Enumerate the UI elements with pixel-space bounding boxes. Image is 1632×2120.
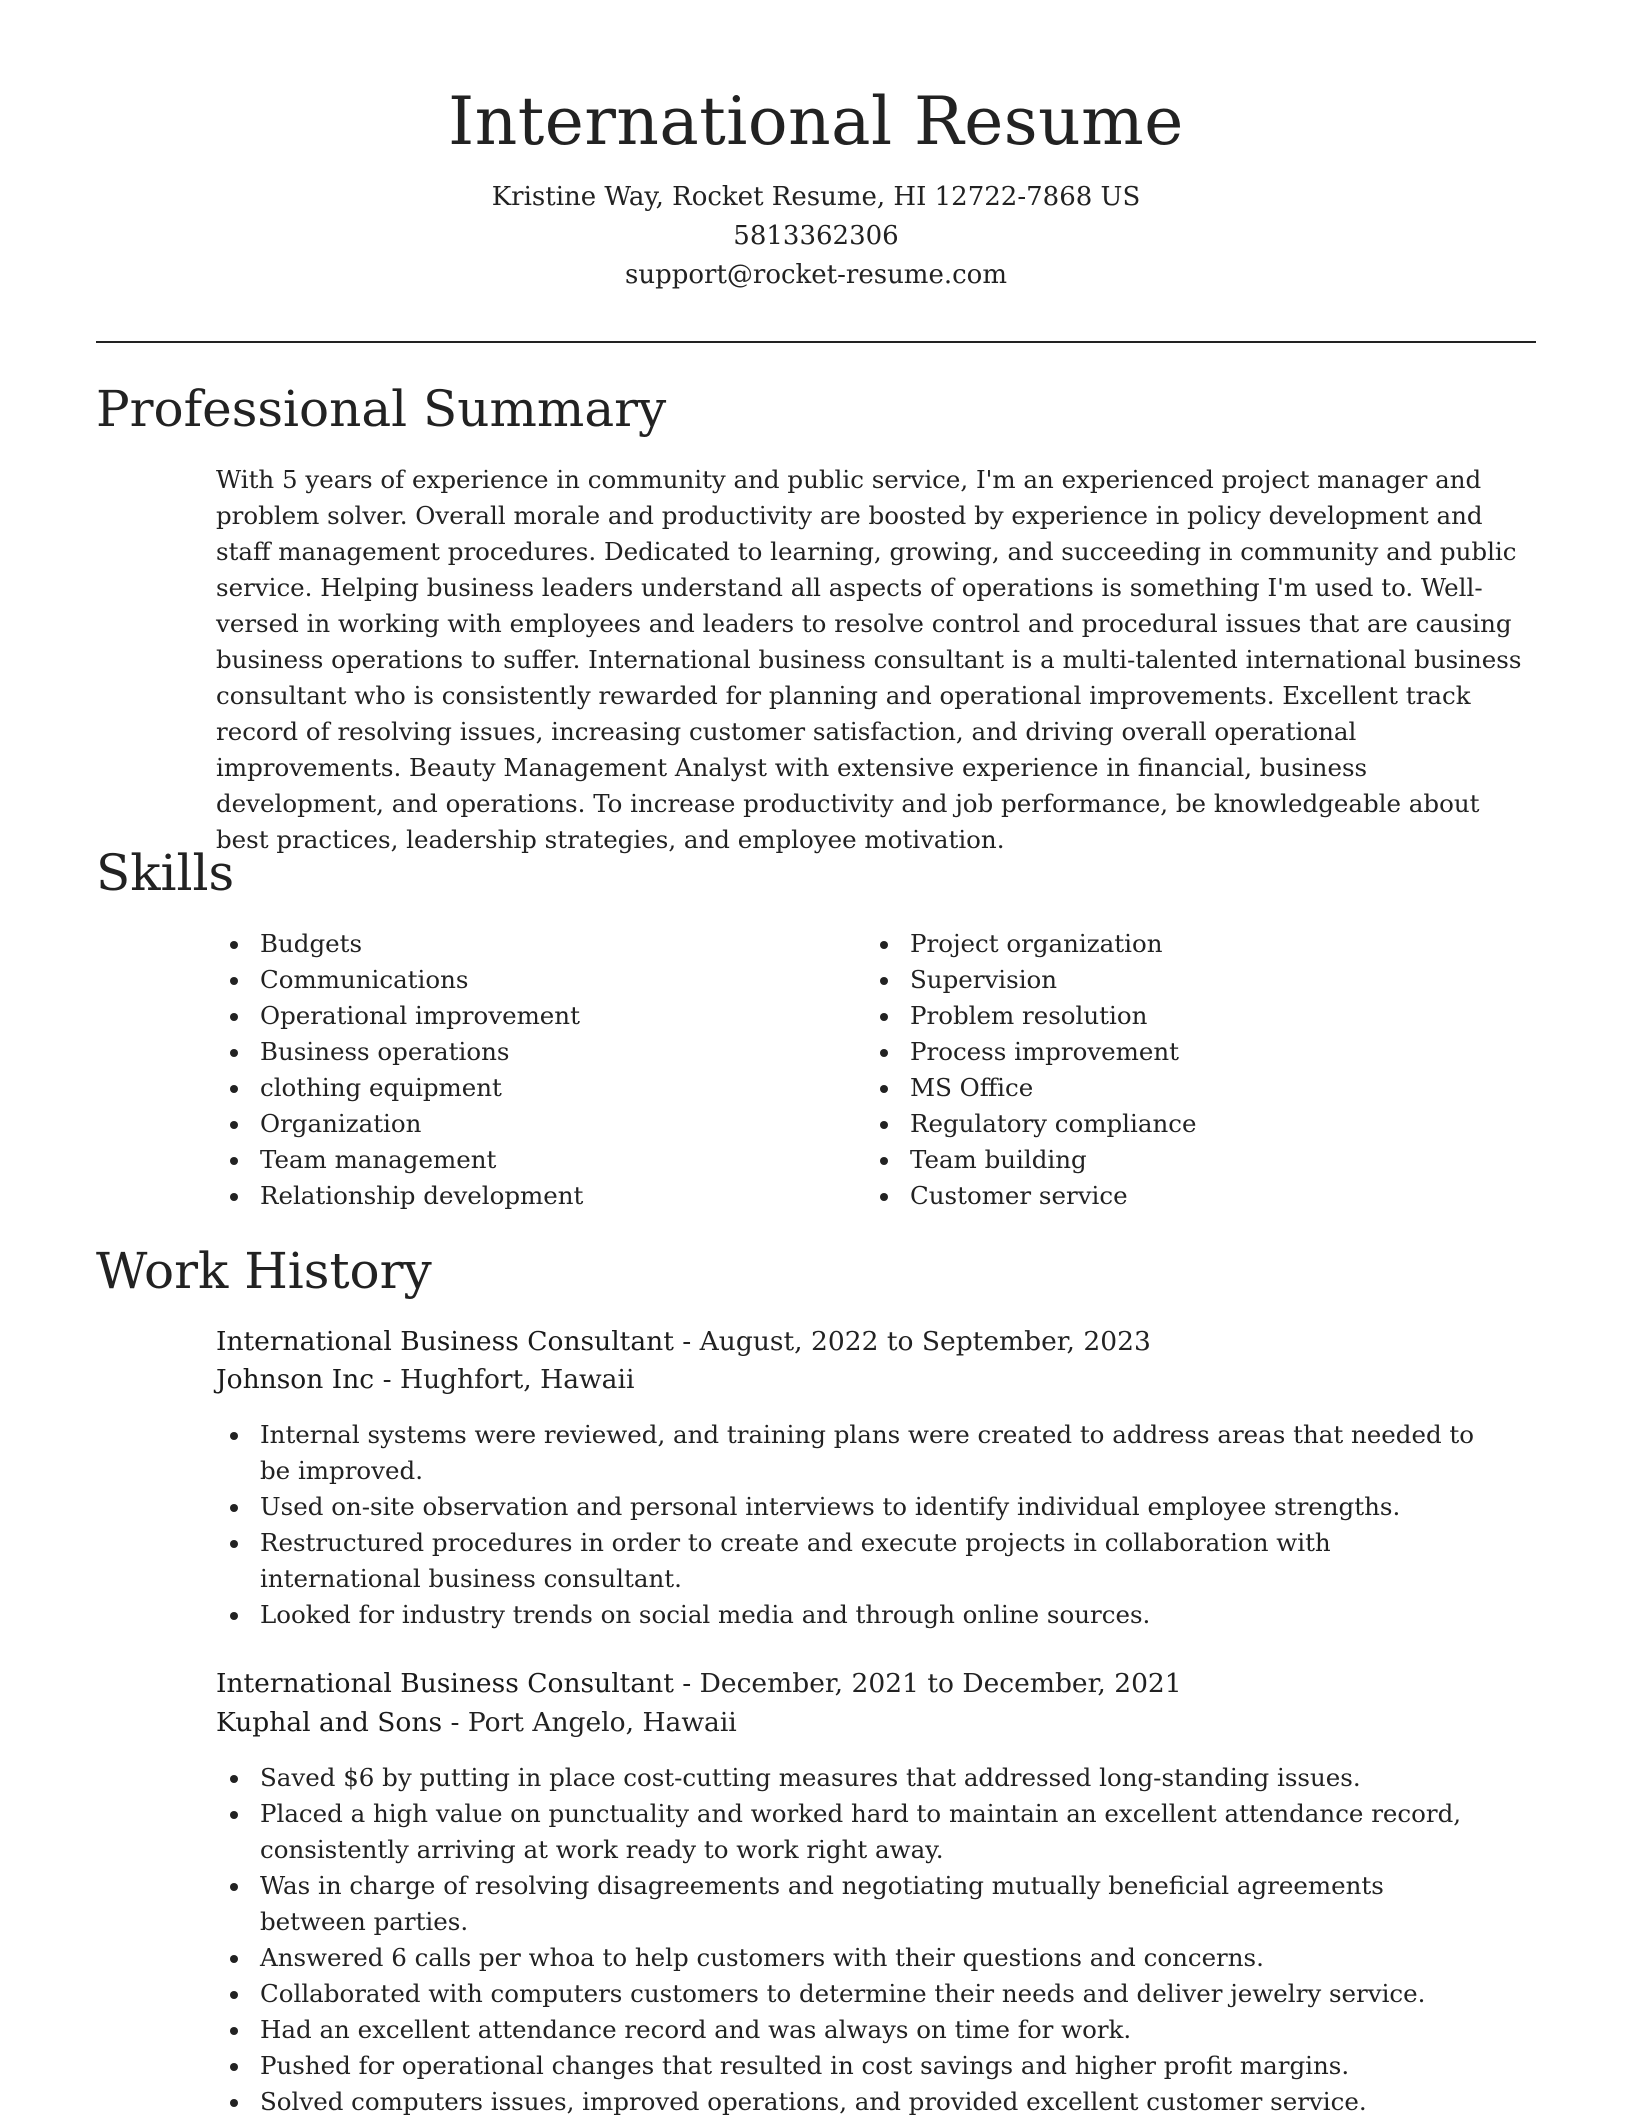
job-dates: - December, 2021 to December, 2021 (682, 1668, 1182, 1699)
skill-item: Operational improvement (216, 998, 866, 1034)
job-bullets (216, 1417, 1476, 1633)
contact-block (0, 178, 1632, 295)
summary-heading: Professional Summary (96, 380, 667, 438)
job-company-line (216, 1704, 1536, 1742)
skill-item: Team management (216, 1142, 866, 1178)
job-bullet: Looked for industry trends on social media and through online sources. (216, 1597, 1476, 1633)
skill-item: Customer service (866, 1178, 1516, 1214)
skill-item: Business operations (216, 1034, 866, 1070)
job-bullet: Collaborated with computers customers to determine their needs and deliver jewelry service. (216, 1976, 1476, 2012)
job-bullet: Pushed for operational changes that resulted in cost savings and higher profit margins. (216, 2048, 1476, 2084)
skills-heading: Skills (96, 844, 235, 902)
skill-item: Team building (866, 1142, 1516, 1178)
job-company: Johnson Inc (216, 1364, 375, 1395)
job-location: - Hughfort, Hawaii (382, 1364, 635, 1395)
job-bullets (216, 1760, 1476, 2120)
summary-text: With 5 years of experience in community and public service, I'm an experienced project manager and problem solver. Overall morale and productivity are boosted by experience in policy development and staff management procedures. Dedicated to learning, growing, and succeeding in community and public service. Helping business leaders understand all aspects of operations is something I'm used to. Well-versed in working with employees and leaders to resolve control and procedural issues that are causing business operations to suffer. International business consultant is a multi-talented international business consultant who is consistently rewarded for planning and operational improvements. Excellent track record of resolving issues, increasing customer satisfaction, and driving overall operational improvements. Beauty Management Analyst with extensive experience in financial, business development, and operations. To increase productivity and job performance, be knowledgeable about best practices, leadership strategies, and employee motivation. (216, 465, 1522, 854)
job-bullet: Restructured procedures in order to create and execute projects in collaboration with international business consultant. (216, 1525, 1476, 1597)
skills-list (216, 926, 1536, 1214)
job-company: Kuphal and Sons (216, 1707, 443, 1738)
job-bullet: Had an excellent attendance record and was always on time for work. (216, 2012, 1476, 2048)
skill-item: Process improvement (866, 1034, 1516, 1070)
job-title-line (216, 1323, 1536, 1361)
skill-item: MS Office (866, 1070, 1516, 1106)
job-location: - Port Angelo, Hawaii (450, 1707, 737, 1738)
skill-item: Communications (216, 962, 866, 998)
job-dates: - August, 2022 to September, 2023 (682, 1326, 1151, 1357)
skill-item: Project organization (866, 926, 1516, 962)
contact-email: support@rocket-resume.com (624, 259, 1007, 290)
skill-item: Budgets (216, 926, 866, 962)
resume-header (0, 0, 1632, 295)
skill-item: clothing equipment (216, 1070, 866, 1106)
job-company-line (216, 1361, 1536, 1399)
skill-item: Problem resolution (866, 998, 1516, 1034)
skill-item: Organization (216, 1106, 866, 1142)
header-divider (96, 341, 1536, 343)
work-history-heading: Work History (96, 1242, 432, 1300)
contact-phone: 5813362306 (733, 220, 899, 251)
skill-item: Regulatory compliance (866, 1106, 1516, 1142)
job-title-line (216, 1665, 1536, 1703)
job-bullet: Solved computers issues, improved operations, and provided excellent customer service. (216, 2084, 1476, 2120)
job-role: International Business Consultant (216, 1668, 674, 1699)
job-bullet: Internal systems were reviewed, and training plans were created to address areas that needed to be improved. (216, 1417, 1476, 1489)
skill-item: Supervision (866, 962, 1516, 998)
job-role: International Business Consultant (216, 1326, 674, 1357)
job-bullet: Was in charge of resolving disagreements and negotiating mutually beneficial agreements between parties. (216, 1868, 1476, 1940)
job-bullet: Answered 6 calls per whoa to help customers with their questions and concerns. (216, 1940, 1476, 1976)
contact-address: Kristine Way, Rocket Resume, HI 12722-7868 US (491, 181, 1141, 212)
resume-name: International Resume (448, 83, 1184, 160)
job-bullet: Saved $6 by putting in place cost-cutting measures that addressed long-standing issues. (216, 1760, 1476, 1796)
job-bullet: Placed a high value on punctuality and worked hard to maintain an excellent attendance record, consistently arriving at work ready to work right away. (216, 1796, 1476, 1868)
skill-item: Relationship development (216, 1178, 866, 1214)
job-bullet: Used on-site observation and personal interviews to identify individual employee strengths. (216, 1489, 1476, 1525)
